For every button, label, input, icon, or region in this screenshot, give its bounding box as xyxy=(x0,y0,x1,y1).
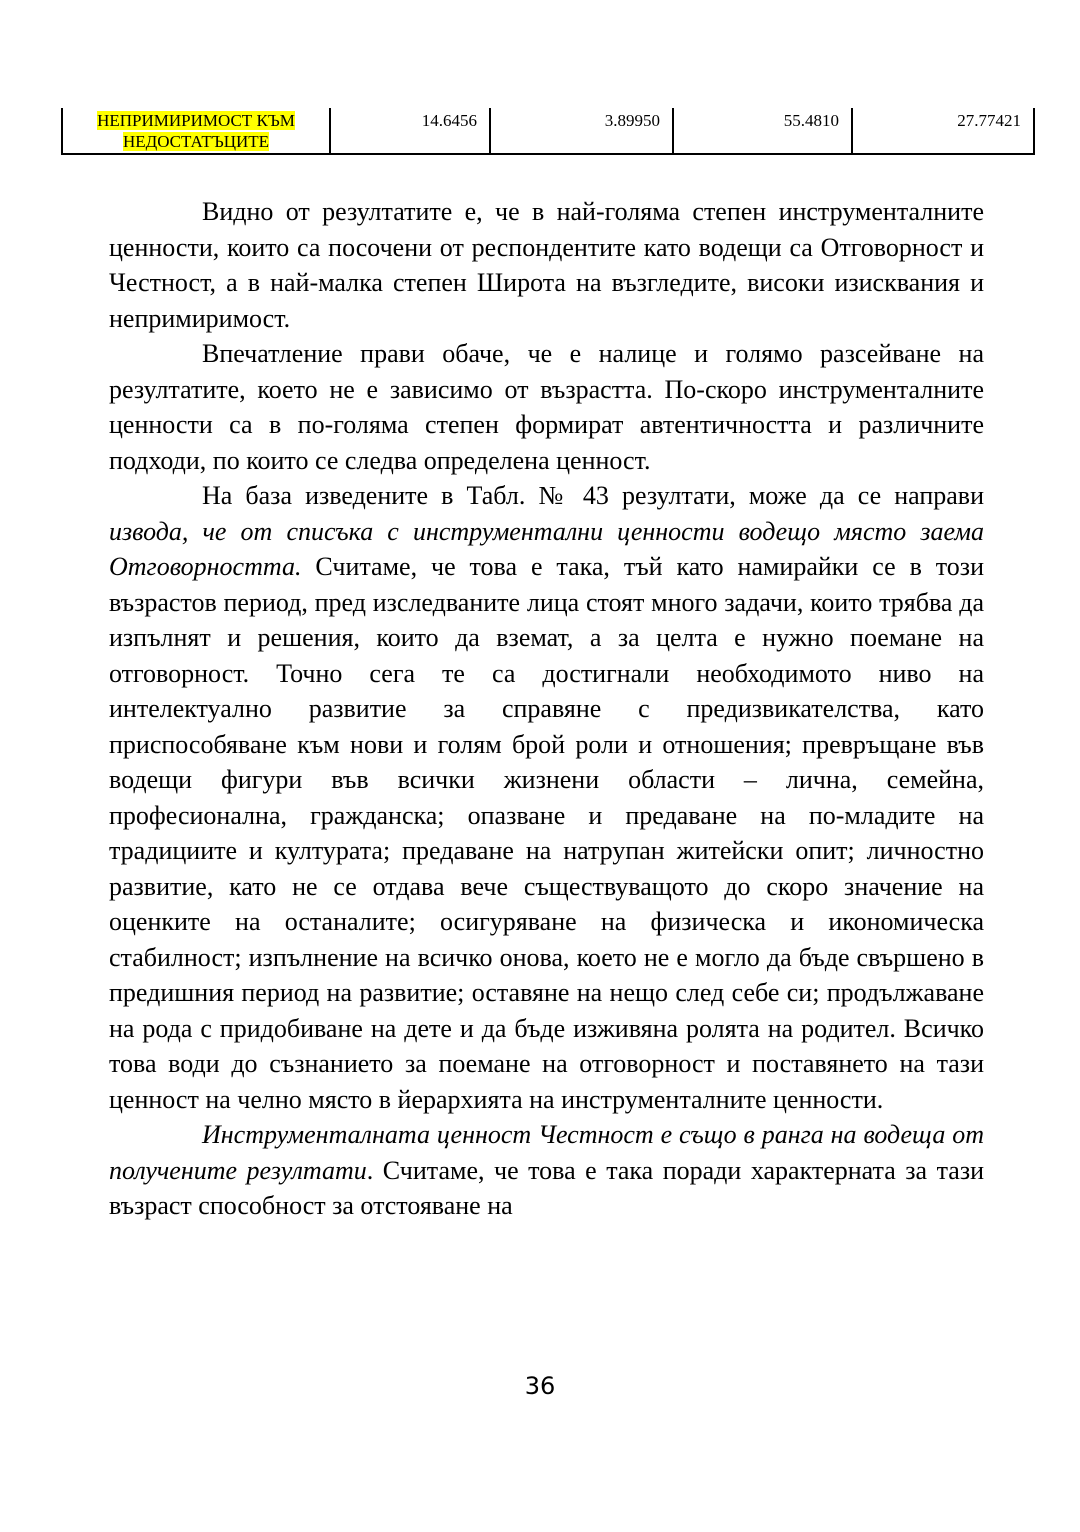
value-cell-4: 27.77421 xyxy=(852,108,1034,154)
paragraph-4 xyxy=(109,1117,984,1224)
value-name-cell xyxy=(62,108,330,154)
results-table xyxy=(61,108,1035,155)
paragraph-4-body: . Считаме, че това е така поради характерната за тази възраст способност за отстояване на xyxy=(109,1155,984,1220)
value-cell-2: 3.89950 xyxy=(490,108,673,154)
table-row xyxy=(62,108,1034,154)
value-name-line-2: НЕДОСТАТЪЦИТЕ xyxy=(122,132,270,151)
value-cell-1: 14.6456 xyxy=(330,108,490,154)
value-name-line-1: НЕПРИМИРИМОСТ КЪМ xyxy=(97,111,295,130)
body-text xyxy=(109,194,984,1224)
page-number: 36 xyxy=(524,1372,556,1400)
paragraph-3-intro: На база изведените в Табл. № 43 резултати, може да се направи xyxy=(202,481,984,510)
paragraph-1: Видно от резултатите е, че в най-голяма степен инструменталните ценности, които са посочени от респондентите като водещи са Отговорност и Честност, а в най-малка степен Широта на възгледите, високи изисквания и непримиримост. xyxy=(109,197,984,333)
value-cell-3: 55.4810 xyxy=(673,108,852,154)
paragraph-2: Впечатление прави обаче, че е налице и голямо разсейване на резултатите, което не е зависимо от възрастта. По-скоро инструменталните ценности са в по-голяма степен формират автентичността и различните подходи, по които се следва определена ценност. xyxy=(109,339,984,475)
paragraph-3-body: Считаме, че това е така, тъй като намирайки се в този възрастов период, пред изследваните лица стоят много задачи, които трябва да изпълнят и решения, които да вземат, а за целта е нужно поемане на отговорност. Точно сега те са достигнали необходимото ниво на интелектуално развитие за справяне с предизвикателства, като приспособяване към нови и голям брой роли и отношения; превръщане във водещи фигури във всички жизнени области – лична, семейна, професионална, гражданска; опазване и предаване на по-младите на традициите и културата; предаване на натрупан житейски опит; личностно развитие, като не се отдава вече съществуващото до скоро значение на оценките на останалите; осигуряване на физическа и икономическа стабилност; изпълнение на всичко онова, което не е могло да бъде свършено в предишния период на развитие; оставяне на нещо след себе си; продължаване на рода с придобиване на дете и да бъде изживяна ролята на родител. Всичко това води до съзнанието за поемане на отговорност и поставянето на тази ценност на челно място в йерархията на инструменталните ценности. xyxy=(109,552,984,1114)
paragraph-4-emphasis: Инструменталната ценност Честност е също в ранга на водеща от получените резултати xyxy=(109,1120,984,1185)
paragraph-3 xyxy=(109,478,984,1117)
paragraph-3-emphasis: извода, че от списъка с инструментални ценности водещо място заема Отговорността. xyxy=(109,516,984,581)
